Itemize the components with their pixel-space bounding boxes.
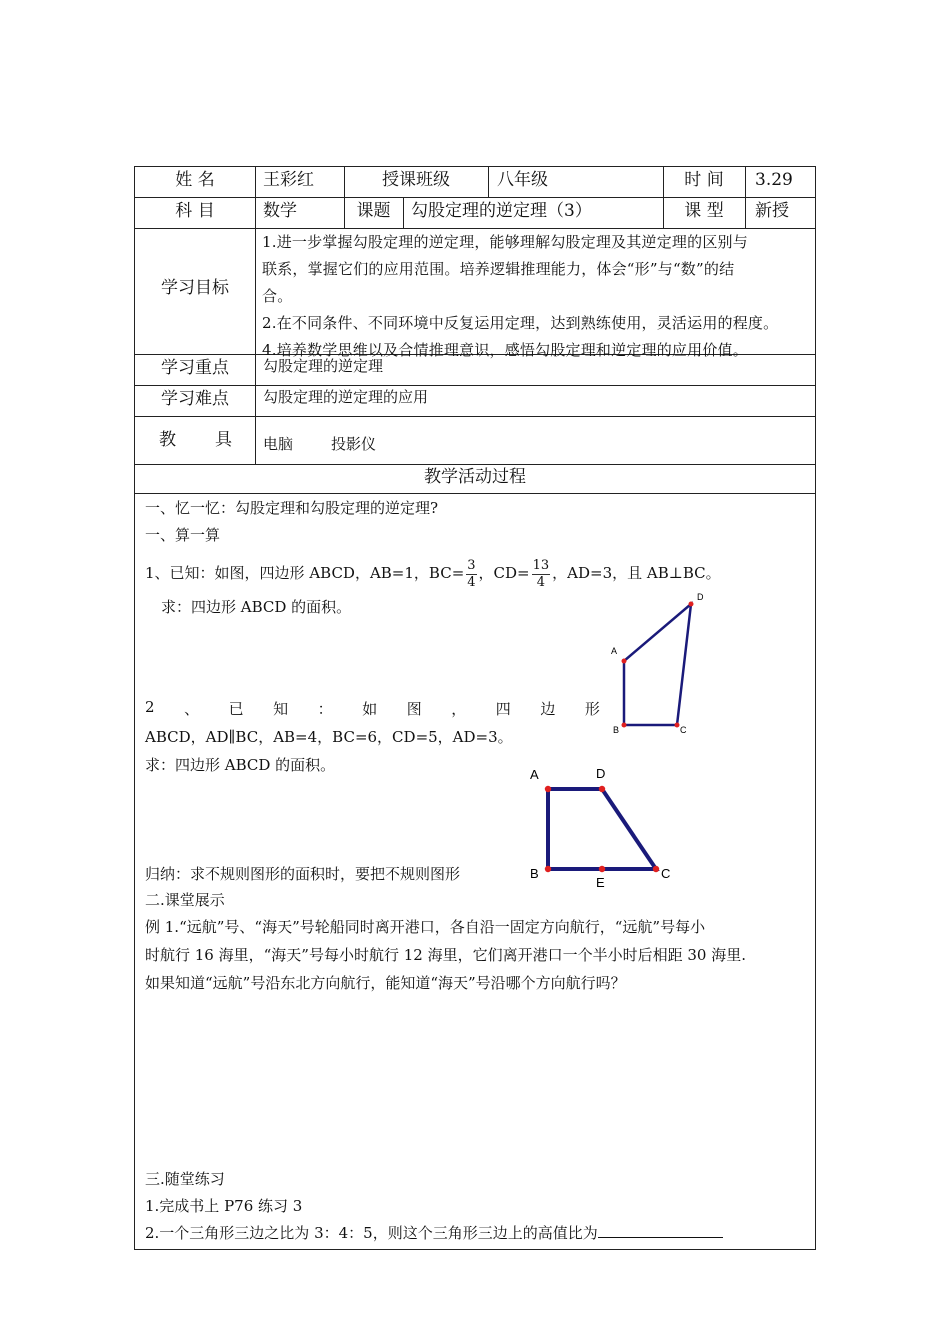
q2-word: 如 [362,700,378,718]
tools-label-right: 具 [215,430,232,450]
practice-1: 1.完成书上 P76 练习 3 [145,1197,303,1215]
figure-2-label-c: C [661,866,671,881]
q2-word: 形 [584,700,600,718]
summary-line: 归纳：求不规则图形的面积时，要把不规则图形 [145,865,461,883]
tools-computer: 电脑 [263,435,294,453]
q1-suffix: ，AD=3，且 AB⊥BC。 [552,564,721,582]
figure-2-label-b: B [530,866,539,881]
col-divider [255,167,256,464]
example-1-line-2: 时航行 16 海里，“海天”号每小时航行 12 海里，它们离开港口一个半小时后相距 30 海里. [145,946,746,964]
answer-blank[interactable] [598,1222,723,1238]
row-divider [135,464,815,465]
topic-value: 勾股定理的逆定理（3） [411,201,592,221]
objective-line: 2.在不同条件、不同环境中反复运用定理，达到熟练使用，灵活运用的程度。 [262,314,779,332]
topic-label: 课题 [356,201,391,221]
figure-1-point-b [622,723,627,728]
objectives-label: 学习目标 [161,278,229,298]
fraction-numerator: 3 [467,557,476,573]
row-divider [135,493,815,494]
practice-2-text: 2.一个三角形三边之比为 3：4：5，则这个三角形三边上的高值比为 [145,1224,598,1242]
objectives-list [262,229,814,364]
fraction-numerator: 13 [532,557,550,573]
q2-word: 知 [273,700,289,718]
q2-word: 边 [540,700,556,718]
time-value: 3.29 [755,170,793,190]
q1-ask: 求：四边形 ABCD 的面积。 [161,598,352,616]
figure-1-point-a [622,659,627,664]
subject-value: 数学 [263,201,297,221]
figure-1-quadrilateral [604,588,714,738]
figure-2-label-d: D [596,766,606,781]
objective-line: 联系，掌握它们的应用范围。培养逻辑推理能力，体会“形”与“数”的结 [262,260,735,278]
figure-2-point-c [653,866,659,872]
fraction-denominator: 4 [536,574,546,590]
fraction-bc [466,558,476,591]
col-divider [403,197,404,228]
practice-2 [145,1222,723,1243]
key-point-label: 学习重点 [161,358,229,378]
example-1-line-1: 例 1.“远航”号、“海天”号轮船同时离开港口，各自沿一固定方向航行，“远航”号每小 [145,918,706,936]
class-value: 八年级 [497,170,548,190]
figure-1-label-d: D [697,592,704,602]
q2-word: 已 [228,700,244,718]
time-label: 时 间 [684,170,724,190]
objective-line: 4.培养数学思维以及合情推理意识，感悟勾股定理和逆定理的应用价值。 [262,341,748,359]
figure-1-label-c: C [680,725,687,735]
figure-1-point-d [689,602,694,607]
q2-word: 四 [495,700,511,718]
fraction-cd [532,558,551,591]
q2-ask: 求：四边形 ABCD 的面积。 [145,756,336,774]
figure-2-label-e: E [596,875,605,890]
process-title: 教学活动过程 [424,467,526,487]
difficulty-label: 学习难点 [161,389,229,409]
q2-word: 图 [406,700,422,718]
figure-2-point-e [599,866,605,872]
q1-mid: ，CD= [478,564,530,582]
objective-line: 1.进一步掌握勾股定理的逆定理，能够理解勾股定理及其逆定理的区别与 [262,233,748,251]
calc-title: 一、算一算 [145,526,221,544]
teacher-name: 王彩红 [263,170,314,190]
figure-2-trapezoid [520,762,680,892]
figure-1-label-a: A [611,646,618,656]
figure-2-point-b [545,866,551,872]
fraction-denominator: 4 [467,574,476,590]
col-divider [745,167,746,228]
subject-label: 科 目 [175,201,215,221]
lesson-type-label: 课 型 [684,201,724,221]
tools-projector: 投影仪 [331,435,377,453]
recall-line: 一、忆一忆：勾股定理和勾股定理的逆定理? [145,499,439,517]
figure-2-point-d [599,786,605,792]
question-1 [145,553,721,593]
key-point-value: 勾股定理的逆定理 [263,357,384,375]
figure-2-shape [548,789,656,869]
q2-word: 、 [184,700,200,718]
figure-1-shape [624,604,691,725]
figure-2-label-a: A [530,767,539,782]
figure-1-label-b: B [613,725,620,735]
q2-word: 2 [145,698,155,716]
figure-1-point-c [675,723,680,728]
q2-word: ： [317,700,333,718]
question-2-line-1 [145,698,600,719]
objective-line: 合。 [262,287,293,305]
figure-2-point-a [545,786,551,792]
show-title: 二.课堂展示 [145,891,225,909]
col-divider [488,167,489,197]
tools-label-left: 教 [159,430,176,450]
difficulty-value: 勾股定理的逆定理的应用 [263,388,429,406]
q2-word: ， [451,700,467,718]
name-label: 姓 名 [175,170,215,190]
class-label: 授课班级 [382,170,450,190]
row-divider [135,416,815,417]
practice-title: 三.随堂练习 [145,1170,225,1188]
q1-prefix: 1、已知：如图，四边形 ABCD，AB=1，BC= [145,564,465,582]
question-2-line-2: ABCD，AD∥BC，AB=4，BC=6，CD=5，AD=3。 [145,728,513,746]
example-1-line-3: 如果知道“远航”号沿东北方向航行，能知道“海天”号沿哪个方向航行吗？ [145,974,626,992]
lesson-type-value: 新授 [755,201,789,221]
